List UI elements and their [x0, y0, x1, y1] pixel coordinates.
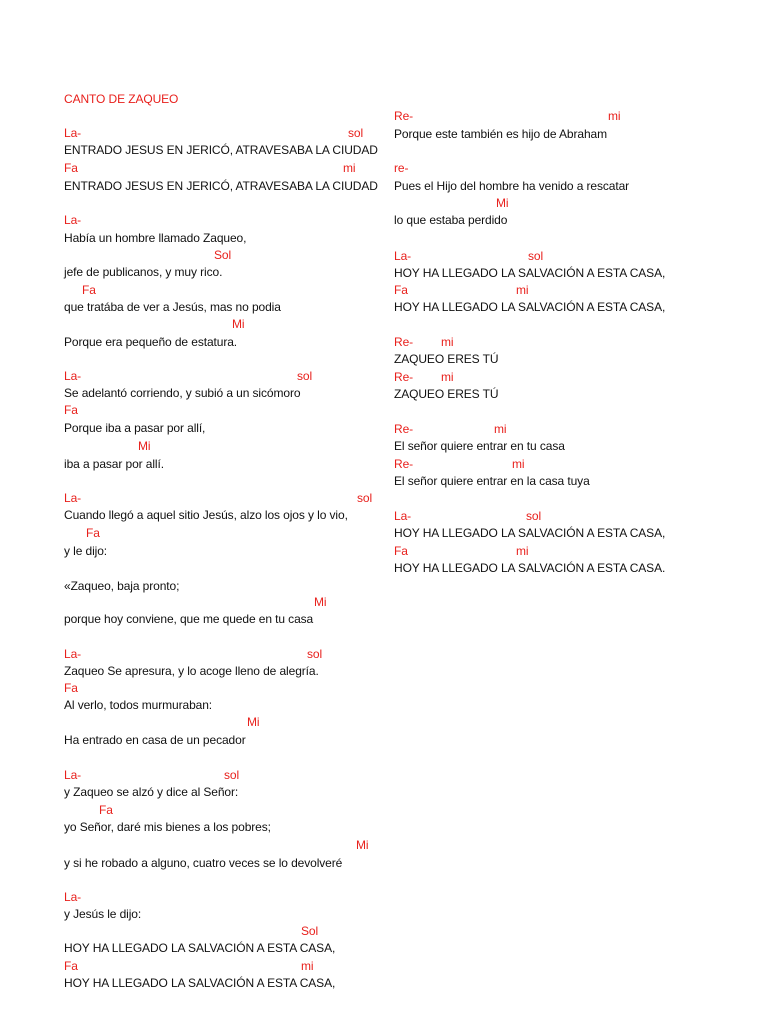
chord-label: sol [526, 509, 542, 523]
chord-label: Fa [86, 526, 100, 540]
lyric-line: porque hoy conviene, que me quede en tu casa [64, 612, 314, 626]
lyric-line: HOY HA LLEGADO LA SALVACIÓN A ESTA CASA, [394, 266, 666, 280]
lyric-line: lo que estaba perdido [394, 213, 508, 227]
lyric-line: HOY HA LLEGADO LA SALVACIÓN A ESTA CASA, [64, 976, 336, 990]
lyric-line: Había un hombre llamado Zaqueo, [64, 231, 247, 245]
lyric-line: El señor quiere entrar en tu casa [394, 439, 565, 453]
chord-label: Mi [356, 838, 369, 852]
chord-label: La- [64, 890, 82, 904]
lyric-line: ZAQUEO ERES TÚ [394, 352, 499, 366]
lyric-line: que tratába de ver a Jesús, mas no podia [64, 300, 281, 314]
chord-label: Re- [394, 422, 414, 436]
chord-label: Fa [64, 403, 78, 417]
chord-label: mi [301, 959, 314, 973]
chord-label: sol [528, 249, 544, 263]
lyric-line: Al verlo, todos murmuraban: [64, 698, 213, 712]
chord-label: re- [394, 161, 409, 175]
lyric-line: Porque era pequeño de estatura. [64, 335, 238, 349]
chord-label: Re- [394, 109, 414, 123]
chord-label: Mi [138, 439, 151, 453]
chord-label: mi [441, 370, 454, 384]
lyric-line: ENTRADO JESUS EN JERICÓ, ATRAVESABA LA CIUDAD [64, 143, 378, 157]
chord-label: sol [297, 369, 313, 383]
lyric-line: HOY HA LLEGADO LA SALVACIÓN A ESTA CASA, [394, 300, 666, 314]
chord-label: mi [494, 422, 507, 436]
chord-label: mi [516, 283, 529, 297]
chord-label: Fa [394, 544, 408, 558]
chord-label: mi [516, 544, 529, 558]
chord-label: Sol [301, 924, 319, 938]
chord-label: Mi [496, 196, 509, 210]
chord-label: Sol [214, 248, 232, 262]
lyric-line: ENTRADO JESUS EN JERICÓ, ATRAVESABA LA CIUDAD [64, 179, 378, 193]
chord-label: sol [307, 647, 323, 661]
chord-label: sol [224, 768, 240, 782]
song-title: CANTO DE ZAQUEO [64, 92, 179, 106]
lyric-line: HOY HA LLEGADO LA SALVACIÓN A ESTA CASA, [64, 941, 336, 955]
chord-label: La- [64, 491, 82, 505]
chord-label: sol [348, 126, 364, 140]
chord-label: mi [343, 161, 356, 175]
chord-label: mi [512, 457, 525, 471]
lyric-line: yo Señor, daré mis bienes a los pobres; [64, 820, 271, 834]
chord-label: Fa [82, 283, 96, 297]
lyric-line: ZAQUEO ERES TÚ [394, 387, 499, 401]
chord-label: Fa [64, 161, 78, 175]
lyric-line: y Zaqueo se alzó y dice al Señor: [64, 785, 239, 799]
chord-label: La- [64, 126, 82, 140]
lyric-line: Porque este también es hijo de Abraham [394, 127, 608, 141]
chord-label: mi [441, 335, 454, 349]
chord-label: Re- [394, 370, 414, 384]
chord-label: Re- [394, 335, 414, 349]
chord-label: Fa [394, 283, 408, 297]
chord-label: Mi [247, 715, 260, 729]
lyric-line: Ha entrado en casa de un pecador [64, 733, 246, 747]
lyric-line: Cuando llegó a aquel sitio Jesús, alzo los ojos y lo vio, [64, 508, 348, 522]
chord-label: mi [608, 109, 621, 123]
chord-label: La- [64, 213, 82, 227]
lyric-line: jefe de publicanos, y muy rico. [64, 265, 223, 279]
lyric-line: El señor quiere entrar en la casa tuya [394, 474, 590, 488]
lyric-line: HOY HA LLEGADO LA SALVACIÓN A ESTA CASA. [394, 561, 666, 575]
chord-label: Re- [394, 457, 414, 471]
chord-label: Fa [99, 803, 113, 817]
lyric-line: Se adelantó corriendo, y subió a un sicómoro [64, 386, 301, 400]
lyric-line: iba a pasar por allí. [64, 457, 164, 471]
chord-label: La- [64, 768, 82, 782]
lyric-line: Zaqueo Se apresura, y lo acoge lleno de alegría. [64, 664, 319, 678]
lyric-line: y Jesús le dijo: [64, 907, 142, 921]
chord-label: Mi [232, 317, 245, 331]
chord-label: La- [64, 369, 82, 383]
chord-label: La- [394, 249, 412, 263]
chord-label: Mi [314, 595, 327, 609]
chord-label: sol [357, 491, 373, 505]
lyric-line: «Zaqueo, baja pronto; [64, 579, 180, 593]
lyric-line: Porque iba a pasar por allí, [64, 421, 206, 435]
chord-label: La- [394, 509, 412, 523]
chord-label: Fa [64, 959, 78, 973]
lyric-line: y le dijo: [64, 544, 108, 558]
lyric-line: HOY HA LLEGADO LA SALVACIÓN A ESTA CASA, [394, 526, 666, 540]
lyric-line: Pues el Hijo del hombre ha venido a rescatar [394, 179, 630, 193]
chord-label: La- [64, 647, 82, 661]
chord-label: Fa [64, 681, 78, 695]
lyric-line: y si he robado a alguno, cuatro veces se lo devolveré [64, 856, 343, 870]
